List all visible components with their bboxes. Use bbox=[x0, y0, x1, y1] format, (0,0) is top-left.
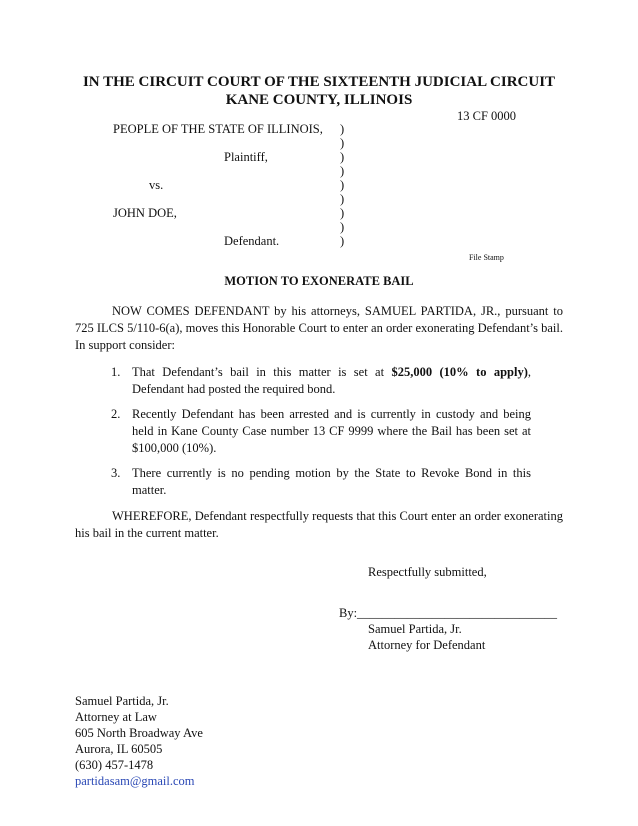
caption-paren: ) bbox=[340, 136, 345, 150]
defendant-name: JOHN DOE, bbox=[113, 206, 177, 220]
list-item bbox=[111, 465, 531, 499]
list-item-number: 2. bbox=[111, 407, 121, 421]
plaintiff-name: PEOPLE OF THE STATE OF ILLINOIS, bbox=[113, 122, 323, 136]
list-item-text-part: That Defendant’s bail in this matter is set at bbox=[132, 365, 392, 379]
footer-city: Aurora, IL 60505 bbox=[75, 742, 163, 756]
list-item-text: Recently Defendant has been arrested and is currently in custody and being held in Kane County Case number 13 CF 9999 where the Bail has been set at $100,000 (10%). bbox=[132, 407, 531, 455]
list-item-number: 1. bbox=[111, 365, 121, 379]
bail-amount: $25,000 (10% to apply) bbox=[391, 365, 528, 379]
defendant-label: Defendant. bbox=[224, 234, 280, 248]
caption-paren: ) bbox=[340, 192, 345, 206]
closing: Respectfully submitted, bbox=[368, 565, 487, 579]
versus-label: vs. bbox=[149, 178, 164, 192]
caption-paren: ) bbox=[340, 220, 345, 234]
caption-paren: ) bbox=[340, 206, 345, 220]
document-title: MOTION TO EXONERATE BAIL bbox=[224, 274, 414, 288]
caption-paren: ) bbox=[340, 122, 345, 136]
footer-phone: (630) 457-1478 bbox=[75, 758, 154, 772]
signature-line: By:________________________________ bbox=[339, 606, 558, 620]
list-item-text: There currently is no pending motion by the State to Revoke Bond in this matter. bbox=[132, 466, 531, 497]
footer-title: Attorney at Law bbox=[75, 710, 157, 724]
plaintiff-label: Plaintiff, bbox=[224, 150, 268, 164]
case-number: 13 CF 0000 bbox=[457, 109, 517, 123]
caption-paren: ) bbox=[340, 150, 345, 164]
county-name: KANE COUNTY, ILLINOIS bbox=[225, 92, 413, 108]
footer-name: Samuel Partida, Jr. bbox=[75, 694, 169, 708]
list-item bbox=[111, 364, 531, 398]
footer-street: 605 North Broadway Ave bbox=[75, 726, 203, 740]
caption-paren: ) bbox=[340, 178, 345, 192]
list-item-text bbox=[132, 364, 531, 398]
footer-email-link[interactable]: partidasam@gmail.com bbox=[75, 774, 195, 788]
wherefore-paragraph: WHEREFORE, Defendant respectfully requests that this Court enter an order exonerating his bail in the current matter. bbox=[75, 509, 563, 540]
signer-name: Samuel Partida, Jr. bbox=[368, 622, 462, 636]
court-name: IN THE CIRCUIT COURT OF THE SIXTEENTH JUDICIAL CIRCUIT bbox=[82, 74, 556, 90]
caption-paren: ) bbox=[340, 234, 345, 248]
signer-role: Attorney for Defendant bbox=[368, 638, 486, 652]
list-item bbox=[111, 406, 531, 457]
list-item-text-part: , Defendant had posted the required bond. bbox=[132, 365, 531, 396]
caption-paren: ) bbox=[340, 164, 345, 178]
file-stamp-label: File Stamp bbox=[469, 253, 504, 262]
list-item-number: 3. bbox=[111, 466, 121, 480]
intro-paragraph: NOW COMES DEFENDANT by his attorneys, SAMUEL PARTIDA, JR., pursuant to 725 ILCS 5/110-6(a), moves this Honorable Court to enter an order exonerating Defendant’s bail. In support consider: bbox=[75, 304, 563, 352]
